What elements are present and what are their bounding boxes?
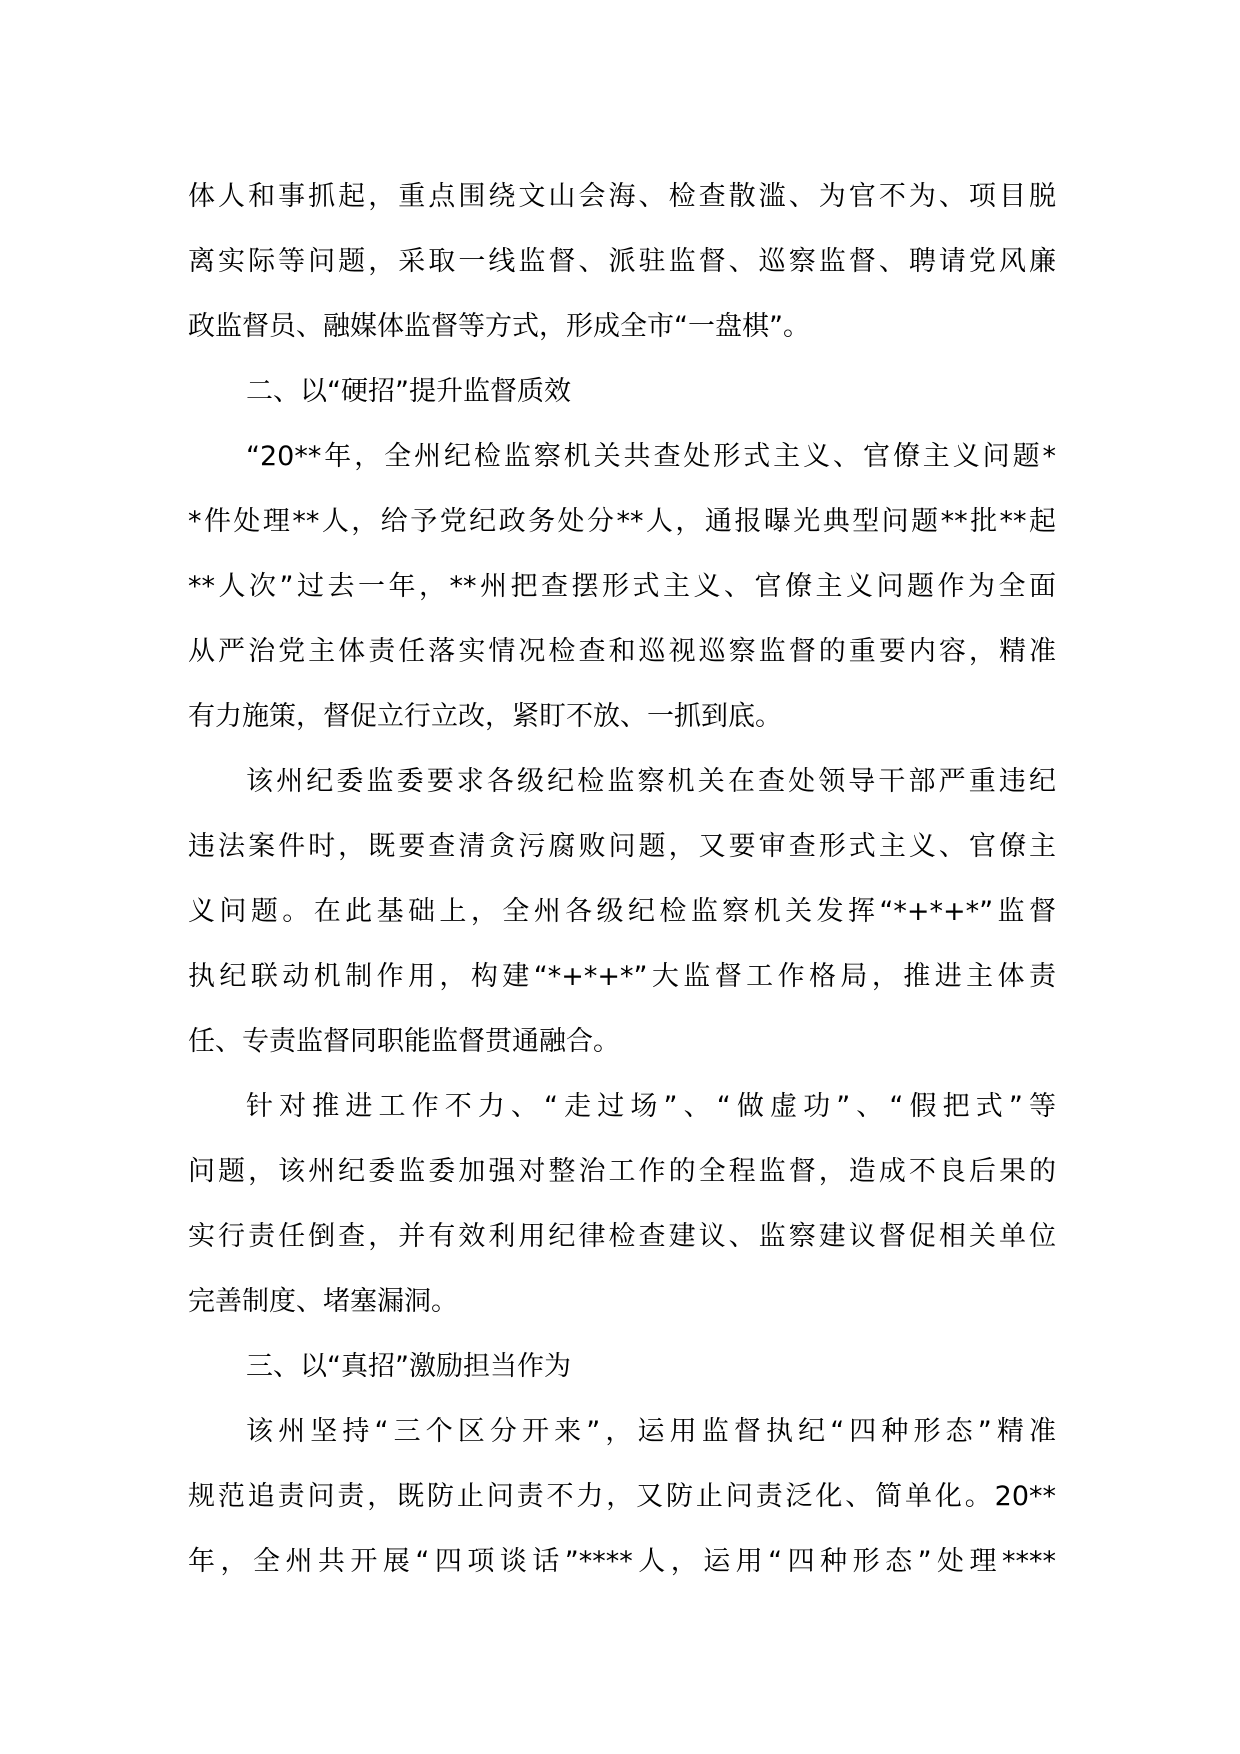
text-line: *件处理**人，给予党纪政务处分**人，通报曝光典型问题**批**起	[188, 506, 1056, 537]
text-line: 实行责任倒查，并有效利用纪律检查建议、监察建议督促相关单位	[188, 1221, 1056, 1252]
text-line: 针对推进工作不力、“走过场”、“做虚功”、“假把式”等	[246, 1091, 1056, 1122]
text-line: 义问题。在此基础上，全州各级纪检监察机关发挥“*+*+*”监督	[188, 896, 1056, 927]
text-line: 该州坚持“三个区分开来”，运用监督执纪“四种形态”精准	[246, 1416, 1056, 1447]
document-page	[188, 164, 1056, 1594]
text-line: 任、专责监督同职能监督贯通融合。	[188, 1026, 620, 1057]
text-line: 体人和事抓起，重点围绕文山会海、检查散滥、为官不为、项目脱	[188, 181, 1056, 212]
text-line: 问题，该州纪委监委加强对整治工作的全程监督，造成不良后果的	[188, 1156, 1056, 1187]
text-line: 违法案件时，既要查清贪污腐败问题，又要审查形式主义、官僚主	[188, 831, 1056, 862]
text-line: 二、以“硬招”提升监督质效	[246, 376, 571, 407]
text-line: 三、以“真招”激励担当作为	[246, 1351, 571, 1382]
text-line: 离实际等问题，采取一线监督、派驻监督、巡察监督、聘请党风廉	[188, 246, 1056, 277]
text-line: 从严治党主体责任落实情况检查和巡视巡察监督的重要内容，精准	[188, 636, 1056, 667]
text-line: “20**年，全州纪检监察机关共查处形式主义、官僚主义问题*	[246, 441, 1056, 472]
text-line: 该州纪委监委要求各级纪检监察机关在查处领导干部严重违纪	[246, 766, 1056, 797]
text-line: 政监督员、融媒体监督等方式，形成全市“一盘棋”。	[188, 311, 810, 342]
text-line: 规范追责问责，既防止问责不力，又防止问责泛化、简单化。20**	[188, 1481, 1056, 1512]
text-line: 完善制度、堵塞漏洞。	[188, 1286, 458, 1317]
text-line: 执纪联动机制作用，构建“*+*+*”大监督工作格局，推进主体责	[188, 961, 1056, 992]
text-line: 年，全州共开展“四项谈话”****人，运用“四种形态”处理****	[188, 1546, 1056, 1577]
text-line: 有力施策，督促立行立改，紧盯不放、一抓到底。	[188, 701, 782, 732]
text-line: **人次”过去一年，**州把查摆形式主义、官僚主义问题作为全面	[188, 571, 1056, 602]
